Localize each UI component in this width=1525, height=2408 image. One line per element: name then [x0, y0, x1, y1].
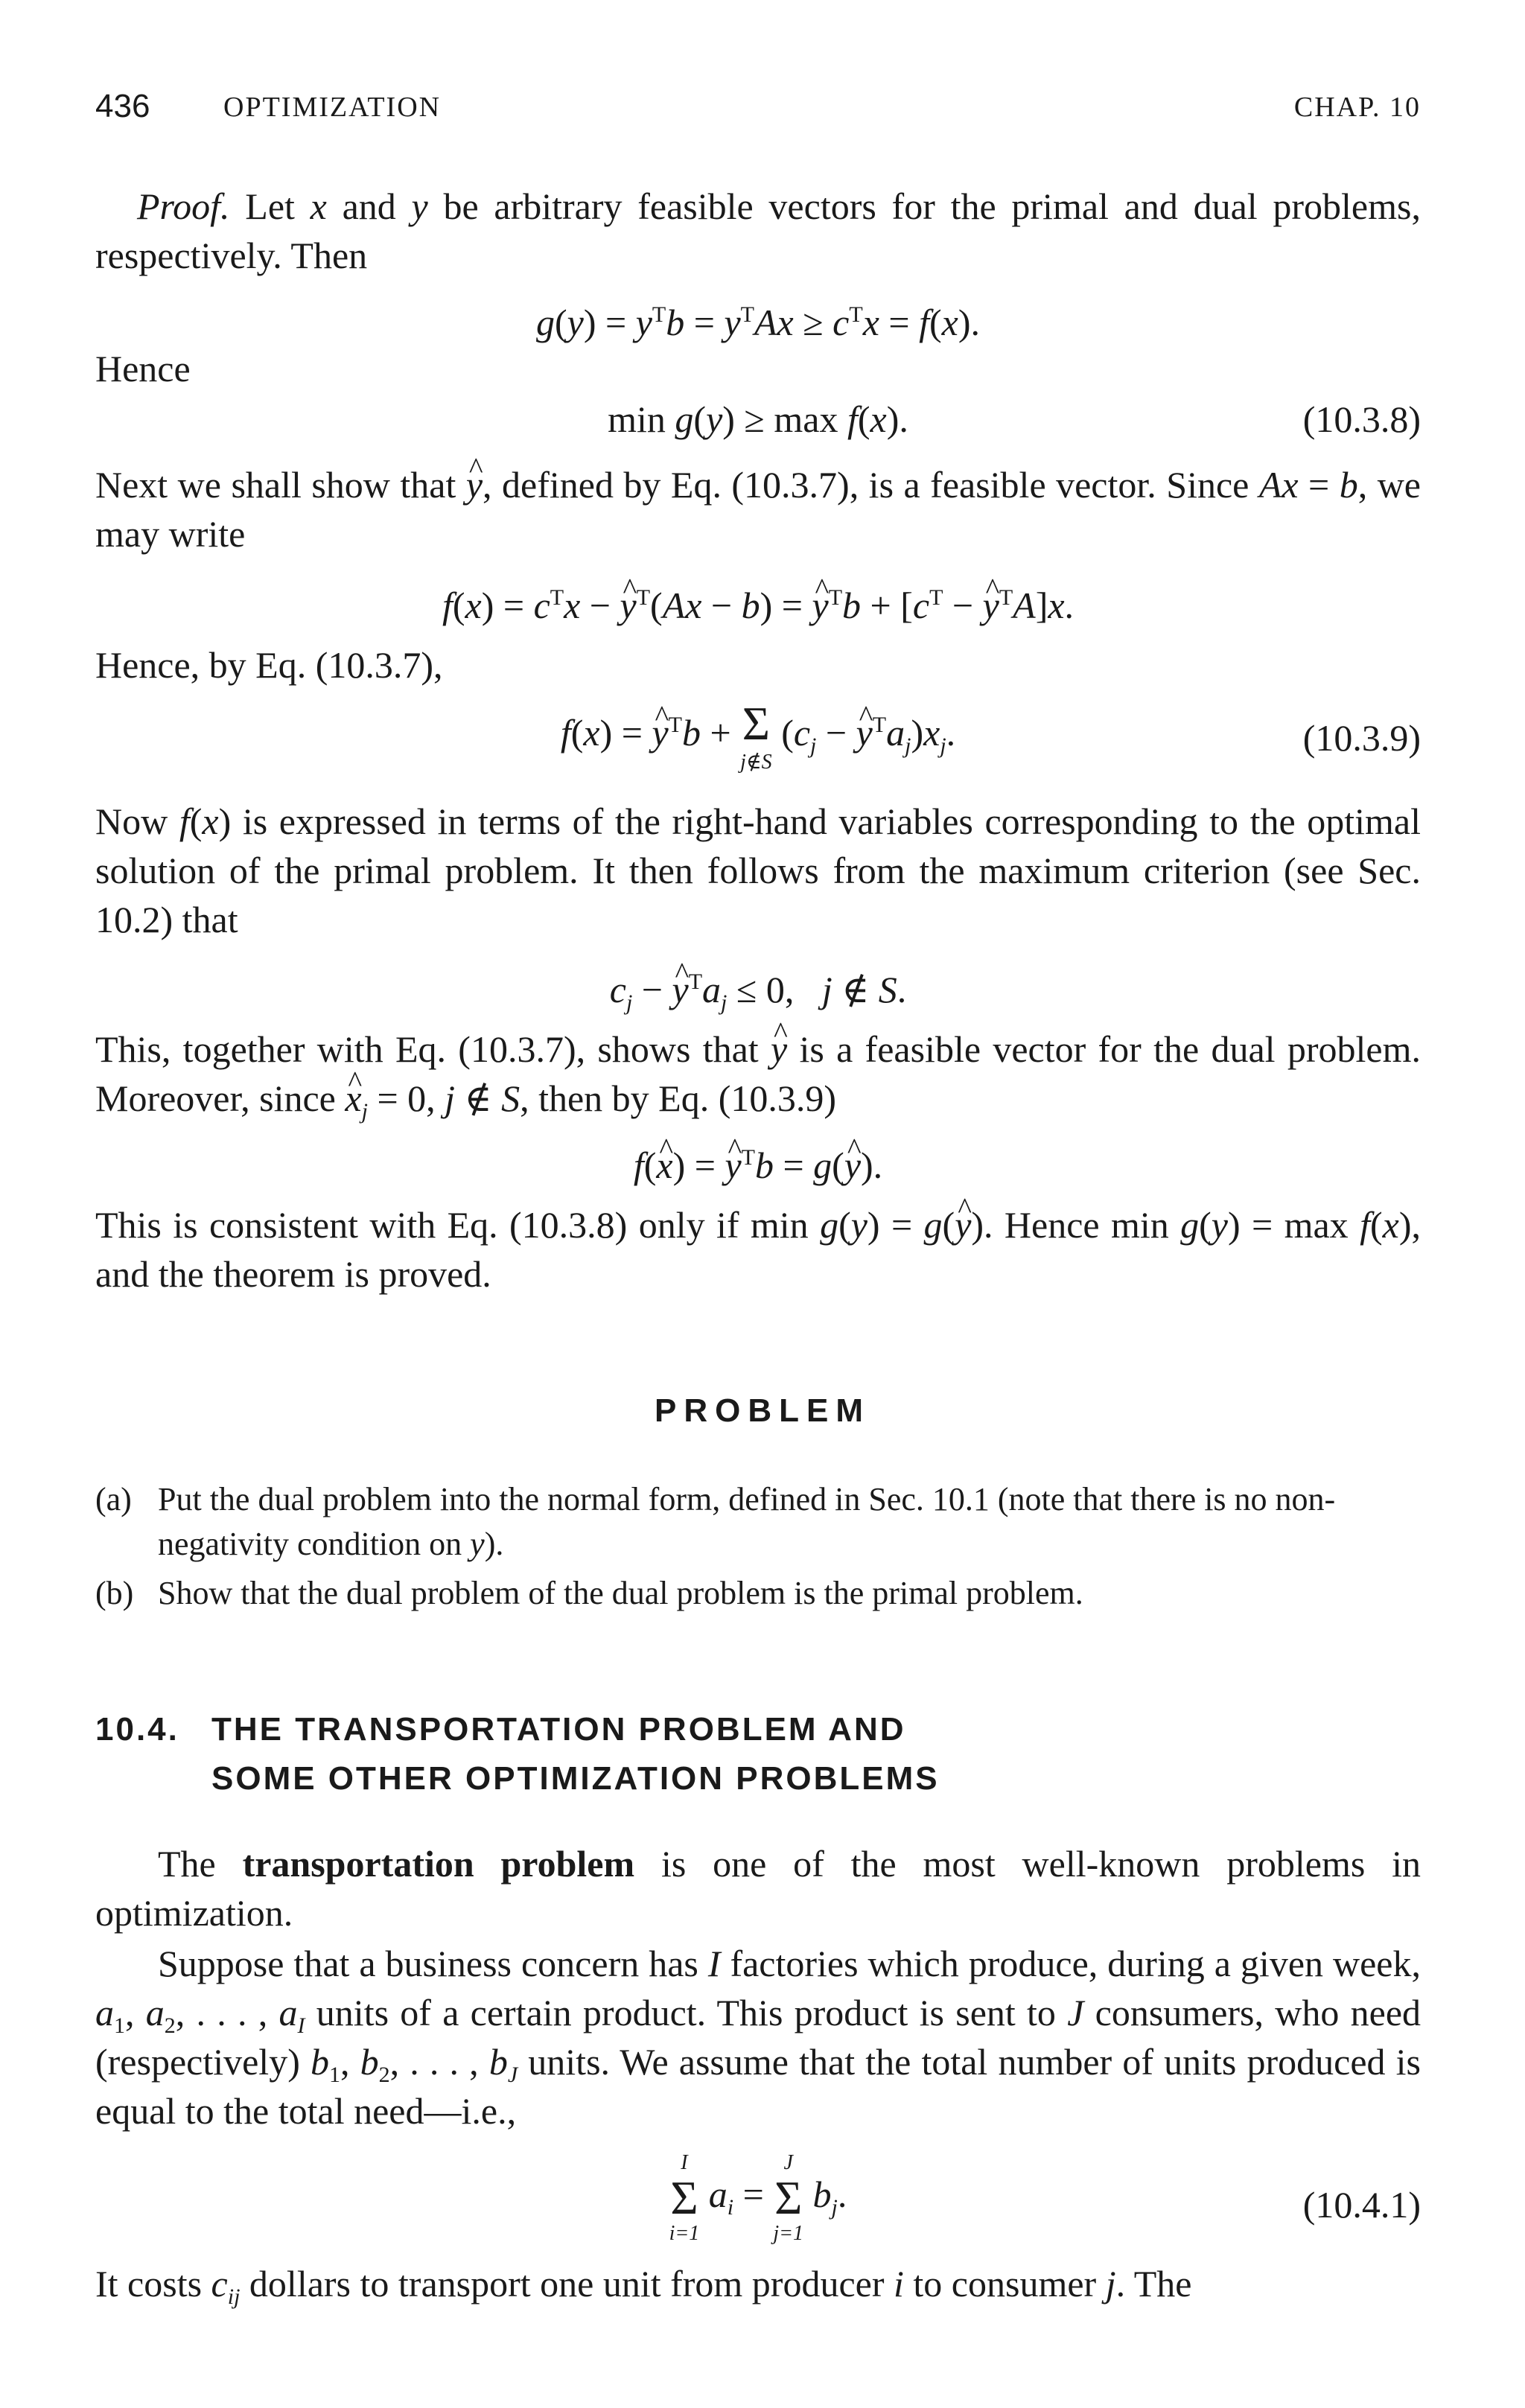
hence-label: Hence: [95, 348, 191, 389]
problem-b-label: (b): [95, 1575, 134, 1611]
equation-10-3-9: f(x) = ^ $y^Tb + \Sigma$ j∉S ($c_j$ − ^ $y^Ta_j)x_j$.: [95, 700, 1421, 774]
proof-paragraph-1: [95, 182, 1421, 280]
proof-paragraph-3: Now f(x) is expressed in terms of the right-hand variables corresponding to the optimal solution of the primal problem. It then follows from the maximum criterion (see Sec. 10.2) that: [95, 800, 1421, 940]
term-transportation-problem: transportation problem: [242, 1843, 635, 1885]
equation-number-10-3-9: (10.3.9): [1302, 717, 1421, 759]
section-number: 10.4.: [95, 1711, 179, 1748]
section-title-line-1: THE TRANSPORTATION PROBLEM AND: [211, 1711, 906, 1748]
equation-10-4-1: I Σ i=1 $a_i$ = J Σ j=1 $b_j$.: [669, 2151, 847, 2245]
equation-number-10-4-1: (10.4.1): [1302, 2184, 1421, 2226]
proof-paragraph-4: This, together with Eq. (10.3.7), shows that ^ y is a feasible vector for the dual problem. Moreover, since ^ $x_j = 0$, j ∉ S, then by Eq. (10.3.9): [95, 1025, 1421, 1123]
hence-by-label: Hence, by Eq. (10.3.7),: [95, 644, 443, 686]
section-paragraph-1: The transportation problem is one of the most well-known problems in optimization.: [95, 1843, 1421, 1934]
problem-a-label: (a): [95, 1481, 132, 1517]
problem-b-text: Show that the dual problem of the dual problem is the primal problem.: [158, 1575, 1083, 1611]
section-title-line-2: SOME OTHER OPTIMIZATION PROBLEMS: [211, 1760, 940, 1797]
problem-item-a: [95, 1477, 1421, 1567]
sum-symbol: Σ j∉S: [740, 697, 772, 774]
equation-f-expansion: $f(x) = c^Tx$ − ^ $y^T(Ax - b)$ = ^ $y^Tb + [c^T$ − ^ $y^TA]x$.: [95, 581, 1421, 630]
page-number: 436: [95, 88, 150, 124]
proof-paragraph-5: This is consistent with Eq. (10.3.8) only if min g(y) = g(^ y). Hence min g(y) = max f(x), and the theorem is proved.: [95, 1200, 1421, 1299]
problem-a-text: Put the dual problem into the normal form, defined in Sec. 10.1 (note that there is no non-negativity condition on y).: [158, 1481, 1336, 1562]
section-paragraph-2: Suppose that a business concern has I factories which produce, during a given week, $a_1$, $a_2$, . . . , $a_I$ units of a certain product. This product is sent to J consumers, who need (respectively) $b_1$, $b_2$, . . . , $b_J$ units. We assume that the total number of units produced is equal to the total need—i.e.,: [95, 1943, 1421, 2132]
equation-number-10-3-8: (10.3.8): [1302, 398, 1421, 440]
problem-heading: PROBLEM: [655, 1392, 870, 1429]
running-title: OPTIMIZATION: [223, 92, 442, 123]
equation-f-hat: f(^ x) = ^ $y^Tb$ = g(^ y).: [95, 1141, 1421, 1190]
equation-g-f: $g(y) = y^Tb = y^TAx \ge c^Tx = f(x)$.: [535, 302, 981, 343]
section-paragraph-3: It costs $c_{ij}$ dollars to transport one unit from producer i to consumer j. The: [95, 2263, 1192, 2309]
proof-label: Proof.: [137, 185, 230, 227]
problem-item-b: [95, 1571, 1421, 1616]
proof-paragraph-2: Next we shall show that ^ y, defined by Eq. (10.3.7), is a feasible vector. Since Ax = b, we may write: [95, 460, 1421, 558]
chapter-label: CHAP. 10: [1293, 92, 1421, 123]
equation-criterion: $c_j$ − ^ $y^Ta_j \le 0$, j ∉ S.: [95, 965, 1421, 1014]
equation-10-3-8: min g(y) ≥ max f(x).: [608, 398, 908, 440]
proof-text-1: Let x and y be arbitrary feasible vectors for the primal and dual problems, respectively. Then: [95, 185, 1421, 276]
